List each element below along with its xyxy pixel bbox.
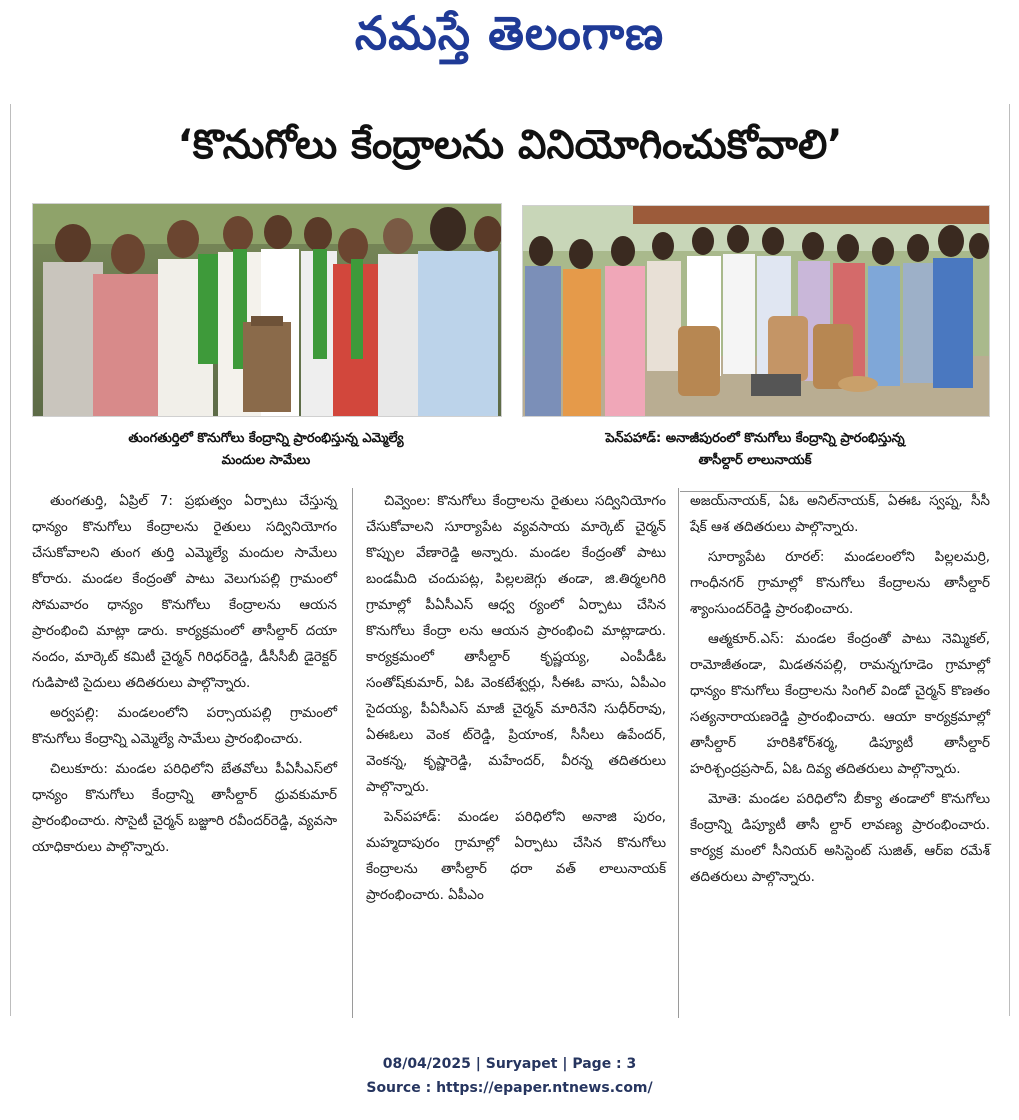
article-column-3	[690, 488, 990, 894]
article-headline: ‘కొనుగోలు కేంద్రాలను వినియోగించుకోవాలి’	[177, 122, 843, 168]
photo-left-caption	[30, 428, 502, 472]
article-column-1	[32, 488, 337, 864]
newspaper-logo: నమస్తే తెలంగాణ	[354, 6, 665, 60]
paragraph: సూర్యాపేట రూరల్‌: మండలంలోని పిల్లలమర్రి, గాంధీనగర్‌ గ్రామాల్లో కొనుగోలు కేంద్రాలను తాసీల్దార్‌ శ్యాంసుందర్‌రెడ్డి ప్రారంభించారు.	[690, 549, 990, 617]
paragraph: అజయ్‌నాయక్‌, ఏఓ అనిల్‌నాయక్‌, ఏఈఓ స్వప్న, సీసీ షేక్‌ ఆశ తదితరులు పాల్గొన్నారు.	[690, 493, 990, 535]
paragraph: అర్వపల్లి: మండలంలోని పర్సాయపల్లి గ్రామంలో కొనుగోలు కేంద్రాన్ని ఎమ్మెల్యే సామేలు ప్రారంభించారు.	[32, 705, 337, 747]
column-divider-2	[678, 488, 679, 1018]
paragraph: పెన్‌పహాడ్‌: మండల పరిధిలోని అనాజి పురం, మహ్మదాపురం గ్రామాల్లో ఏర్పాటు చేసిన కొనుగోలు కేంద్రాలను తాసీల్దార్‌ ధరా వత్‌ లాలునాయక్‌ ప్రారంభించారు. ఏపీఎం	[366, 809, 666, 903]
masthead	[0, 0, 1019, 78]
left-frame-line	[10, 104, 11, 1016]
paragraph: తుంగతుర్తి, ఏప్రిల్‌ 7: ప్రభుత్వం ఏర్పాటు చేస్తున్న ధాన్యం కొనుగోలు కేంద్రాలను రైతులు సద్వినియోగం చేసుకోవాలని తుంగ తుర్తి ఎమ్మెల్యే మందుల సామేలు కోరారు. మండల కేంద్రంతో పాటు వెలుగుపల్లి గ్రామంలో సోమవారం ధాన్యం కొనుగోలు కేంద్రాలను ఆయన ప్రారంభించి మాట్లా డారు. కార్యక్రమంలో తాసీల్దార్‌ దయా నందం, మార్కెట్‌ కమిటీ చైర్మన్‌ గిరిధర్‌రెడ్డి, డీసీసీబీ డైరెక్టర్‌ గుడిపాటి సైదులు తదితరులు పాల్గొన్నారు.	[32, 493, 337, 691]
photo-left-caption-line1: తుంగతుర్తిలో కొనుగోలు కేంద్రాన్ని ప్రారంభిస్తున్న ఎమ్మెల్యే	[128, 431, 404, 446]
footer-date-edition: 08/04/2025 | Suryapet | Page : 3	[382, 1056, 637, 1072]
paragraph: చిలుకూరు: మండల పరిధిలోని బేతవోలు పీఏసీఎస్‌లో ధాన్యం కొనుగోలు కేంద్రాన్ని తాసీల్దార్‌ ధ్రువకుమార్‌ ప్రారంభించారు. సొసైటీ చైర్మన్‌ బజ్జూరి రవీందర్‌రెడ్డి, వ్యవసా యాధికారులు పాల్గొన్నారు.	[32, 761, 337, 855]
paragraph: ఆత్మకూర్‌.ఎస్‌: మండల కేంద్రంతో పాటు నెమ్మికల్‌, రామోజీతండా, మిడతనపల్లి, రామన్నగూడెం గ్రామాల్లో ధాన్యం కొనుగోలు కేంద్రాలను సింగిల్‌ విండో చైర్మన్‌ కొణతం సత్యనారాయణరెడ్డి ప్రారంభించారు. ఆయా కార్యక్రమాల్లో తాసీల్దార్‌ హరికిశోర్‌శర్మ, డిప్యూటీ తాసీల్దార్‌ హరిశ్చంద్రప్రసాద్‌, ఏఓ దివ్య తదితరులు పాల్గొన్నారు.	[690, 631, 990, 777]
photo-right-caption-line1: పెన్‌పహాడ్‌: అనాజీపురంలో కొనుగోలు కేంద్రాన్ని ప్రారంభిస్తున్న	[605, 431, 905, 446]
photo-right-caption	[520, 428, 990, 472]
photo-left-caption-line2: మందుల సామేలు	[221, 453, 311, 468]
column-divider-1	[352, 488, 353, 1018]
photo-right	[522, 205, 990, 417]
photo-left-image	[33, 204, 501, 416]
photo-left	[32, 203, 502, 417]
paragraph: మోతె: మండల పరిధిలోని బీక్యా తండాలో కొనుగోలు కేంద్రాన్ని డిప్యూటీ తాసీ ల్దార్‌ లావణ్య ప్రారంభించారు. కార్యక్ర మంలో సీనియర్‌ అసిస్టెంట్‌ సుజిత్‌, ఆర్‌ఐ రమేశ్‌ తదితరులు పాల్గొన్నారు.	[690, 791, 990, 885]
photo-right-image	[523, 206, 989, 416]
article-column-2	[366, 488, 666, 912]
photo-right-caption-line2: తాసీల్దార్‌ లాలునాయక్‌	[698, 453, 812, 468]
footer-source: Source : https://epaper.ntnews.com/	[366, 1080, 653, 1096]
right-frame-line	[1009, 104, 1010, 1016]
paragraph: చివ్వెంల: కొనుగోలు కేంద్రాలను రైతులు సద్వినియోగం చేసుకోవాలని సూర్యాపేట వ్యవసాయ మార్కెట్‌ చైర్మన్‌ కొప్పుల వేణారెడ్డి అన్నారు. మండల కేంద్రంతో పాటు బండమీది చందుపట్ల, పిల్లలజెగ్గు తండా, జి.తిర్మలగిరి గ్రామాల్లో పీఏసీఎస్‌ ఆధ్వ ర్యంలో ఏర్పాటు చేసిన కొనుగోలు కేంద్రా లను ఆయన ప్రారంభించి మాట్లాడారు. కార్యక్రమంలో తాసీల్దార్‌ కృష్ణయ్య, ఎంపీడీఓ సంతోష్‌కుమార్‌, ఏఓ వెంకటేశ్వర్లు, సీఈఓ వాసు, ఏపీఎం సైదయ్య, పీఏసీఎస్‌ మాజీ చైర్మన్‌ మారినేని సుధీర్‌రావు, ఏఈఓలు వెంక ట్‌రెడ్డి, ప్రియాంక, సీసీలు ఉపేందర్‌, వెంకన్న, కృష్ణారెడ్డి, మహేందర్‌, వీరన్న తదితరులు పాల్గొన్నారు.	[366, 493, 666, 795]
